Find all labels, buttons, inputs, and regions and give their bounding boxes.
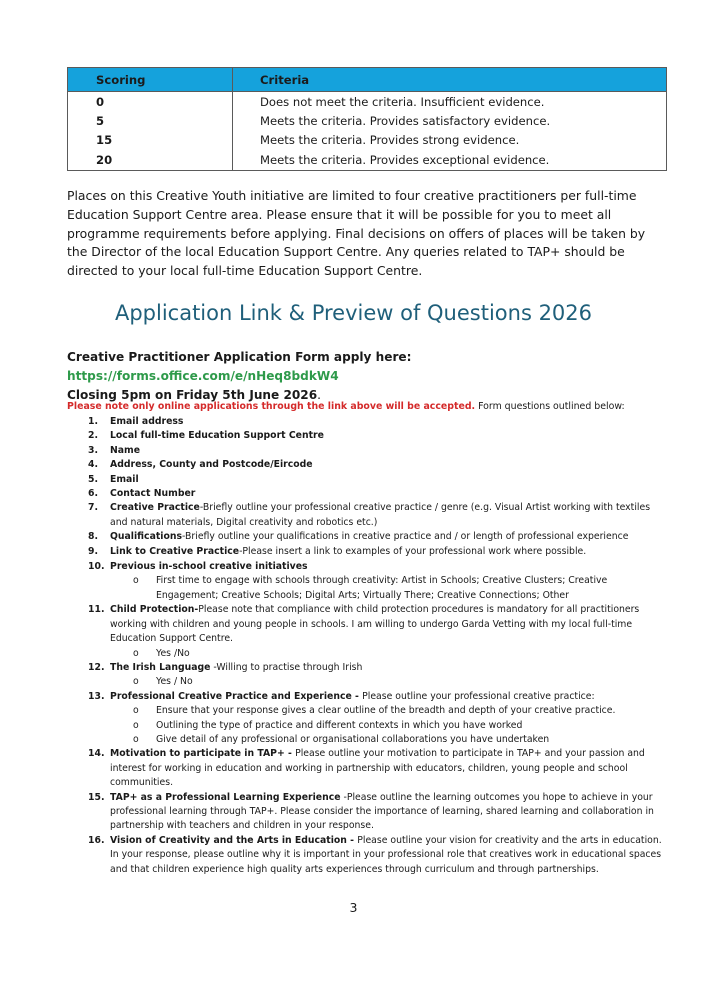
bullet-marker: o bbox=[133, 676, 139, 688]
question-title: Email address bbox=[110, 416, 184, 427]
question-description: -Please insert a link to examples of your professional work where possible. bbox=[239, 545, 587, 557]
list-item bbox=[67, 429, 667, 443]
criteria-cell: Meets the criteria. Provides strong evidence. bbox=[233, 130, 667, 149]
closing-period: . bbox=[317, 388, 321, 402]
question-title: Creative Practice bbox=[110, 502, 200, 514]
criteria-cell: Meets the criteria. Provides satisfactory evidence. bbox=[233, 111, 667, 130]
question-description: Please note that compliance with child protection procedures is mandatory for all practitioners working with children and young people in schools. I am willing to undergo Garda Vetting with my local full-time Education Support Centre. bbox=[110, 604, 640, 645]
sub-item-text: Give detail of any professional or organisational collaborations you have undertaken bbox=[156, 733, 550, 745]
list-item bbox=[67, 545, 667, 559]
question-title: Motivation to participate in TAP+ - bbox=[110, 748, 296, 760]
score-cell: 0 bbox=[68, 92, 233, 112]
apply-label: Creative Practitioner Application Form apply here: bbox=[67, 350, 412, 364]
list-item bbox=[67, 444, 667, 458]
sub-list-item bbox=[110, 574, 667, 603]
bullet-marker: o bbox=[133, 733, 139, 745]
list-item bbox=[67, 560, 667, 603]
question-title: Local full-time Education Support Centre bbox=[110, 430, 324, 442]
question-title: TAP+ as a Professional Learning Experience bbox=[110, 791, 341, 803]
score-cell: 5 bbox=[68, 111, 233, 130]
sub-item-text: Yes / No bbox=[156, 676, 193, 688]
page-number: 3 bbox=[349, 900, 358, 915]
online-only-note bbox=[67, 400, 667, 414]
sub-list bbox=[110, 675, 667, 689]
question-title: Contact Number bbox=[110, 488, 196, 500]
question-number: 16. bbox=[88, 834, 105, 846]
question-number: 15. bbox=[88, 791, 105, 803]
sub-item-text: Outlining the type of practice and different contexts in which you have worked bbox=[156, 719, 523, 731]
question-title: Link to Creative Practice bbox=[110, 545, 240, 557]
application-info bbox=[67, 348, 667, 405]
list-item bbox=[67, 834, 667, 877]
criteria-cell: Meets the criteria. Provides exceptional evidence. bbox=[233, 149, 667, 171]
question-description: Please outline your motivation to participate in TAP+ and your passion and interest for working in education and working in partnership with educators, children, young people and school communities. bbox=[110, 748, 645, 789]
section-heading: Application Link & Preview of Questions 2026 bbox=[114, 301, 593, 325]
question-description: -Briefly outline your qualifications in creative practice and / or length of professional experience bbox=[182, 531, 629, 543]
sub-item-text: Yes /No bbox=[156, 647, 190, 659]
sub-list-item bbox=[110, 704, 667, 718]
question-title: Professional Creative Practice and Experience - bbox=[110, 690, 363, 702]
scoring-table bbox=[67, 67, 667, 171]
question-number: 5. bbox=[88, 473, 99, 485]
question-number: 1. bbox=[88, 416, 99, 427]
question-number: 3. bbox=[88, 444, 99, 456]
bullet-marker: o bbox=[133, 647, 139, 659]
list-item bbox=[67, 690, 667, 748]
question-number: 8. bbox=[88, 531, 99, 543]
list-item bbox=[67, 415, 667, 429]
note-rest: Form questions outlined below: bbox=[475, 401, 625, 412]
question-number: 12. bbox=[88, 661, 105, 673]
question-number: 7. bbox=[88, 502, 99, 514]
question-title: Child Protection- bbox=[110, 604, 199, 616]
question-title: Name bbox=[110, 444, 141, 456]
list-item bbox=[67, 458, 667, 472]
question-number: 13. bbox=[88, 690, 105, 702]
sub-list bbox=[110, 704, 667, 747]
list-item bbox=[67, 530, 667, 544]
question-number: 10. bbox=[88, 561, 105, 573]
question-title: Address, County and Postcode/Eircode bbox=[110, 459, 313, 471]
list-item bbox=[67, 747, 667, 790]
sub-list bbox=[110, 647, 667, 661]
sub-list-item bbox=[110, 733, 667, 747]
question-title: Email bbox=[110, 473, 139, 485]
list-item bbox=[67, 661, 667, 690]
header-criteria: Criteria bbox=[233, 68, 667, 92]
list-item bbox=[67, 501, 667, 530]
question-title: Qualifications bbox=[110, 531, 183, 543]
score-cell: 15 bbox=[68, 130, 233, 149]
table-row bbox=[68, 130, 667, 149]
question-description: -Briefly outline your professional creative practice / genre (e.g. Visual Artist working with textiles and natural materials, Digital creativity and robotics etc.) bbox=[110, 502, 651, 528]
table-row bbox=[68, 111, 667, 130]
sub-list-item bbox=[110, 675, 667, 689]
sub-list-item bbox=[110, 719, 667, 733]
question-number: 2. bbox=[88, 430, 99, 442]
question-number: 4. bbox=[88, 459, 99, 471]
table-row bbox=[68, 92, 667, 112]
question-title: The Irish Language bbox=[110, 661, 211, 673]
question-number: 9. bbox=[88, 545, 99, 557]
question-title: Previous in-school creative initiatives bbox=[110, 561, 308, 573]
question-description: -Willing to practise through Irish bbox=[210, 661, 363, 673]
list-item bbox=[67, 487, 667, 501]
list-item bbox=[67, 791, 667, 834]
question-number: 14. bbox=[88, 748, 105, 760]
table-row bbox=[68, 149, 667, 171]
sub-list bbox=[110, 574, 667, 603]
table-header-row bbox=[68, 68, 667, 92]
online-only-warning: Please note only online applications through the link above will be accepted. bbox=[67, 401, 476, 412]
bullet-marker: o bbox=[133, 719, 139, 731]
list-item bbox=[67, 603, 667, 661]
bullet-marker: o bbox=[133, 705, 139, 717]
intro-paragraph: Places on this Creative Youth initiative are limited to four creative practitioners per full-time Education Support Centre area. Please ensure that it will be possible for you to meet all programme requirements before applying. Final decisions on offers of places will be taken by the Director of the local Education Support Centre. Any queries related to TAP+ should be directed to your local full-time Education Support Centre. bbox=[67, 188, 646, 279]
closing-date: Closing 5pm on Friday 5th June 2026 bbox=[67, 388, 318, 402]
header-scoring: Scoring bbox=[68, 68, 233, 92]
question-description: Please outline your professional creative practice: bbox=[362, 690, 595, 702]
sub-item-text: Ensure that your response gives a clear outline of the breadth and depth of your creative practice. bbox=[156, 705, 616, 717]
score-cell: 20 bbox=[68, 149, 233, 171]
criteria-cell: Does not meet the criteria. Insufficient evidence. bbox=[233, 92, 667, 112]
question-number: 11. bbox=[88, 604, 105, 616]
bullet-marker: o bbox=[133, 575, 139, 587]
question-title: Vision of Creativity and the Arts in Education - bbox=[110, 834, 358, 846]
question-description: -Please outline the learning outcomes you hope to achieve in your professional learning through TAP+. Please consider the importance of learning, shared learning and collaboration in partnership with teachers and children in your response. bbox=[110, 791, 654, 832]
application-form-link[interactable]: https://forms.office.com/e/nHeq8bdkW4 bbox=[67, 369, 339, 383]
sub-item-text: First time to engage with schools through creativity: Artist in Schools; Creative Clusters; Creative Engagement; Creative Schools; Digital Arts; Virtually There; Creative Connections; Other bbox=[156, 575, 608, 601]
question-list bbox=[67, 415, 667, 877]
sub-list-item bbox=[110, 647, 667, 661]
question-number: 6. bbox=[88, 488, 99, 500]
question-description: Please outline your vision for creativity and the arts in education. In your response, please outline why it is important in your professional role that creatives work in educational spaces and that children experience high quality arts experiences through curriculum and through partnerships. bbox=[110, 834, 662, 875]
list-item bbox=[67, 473, 667, 487]
